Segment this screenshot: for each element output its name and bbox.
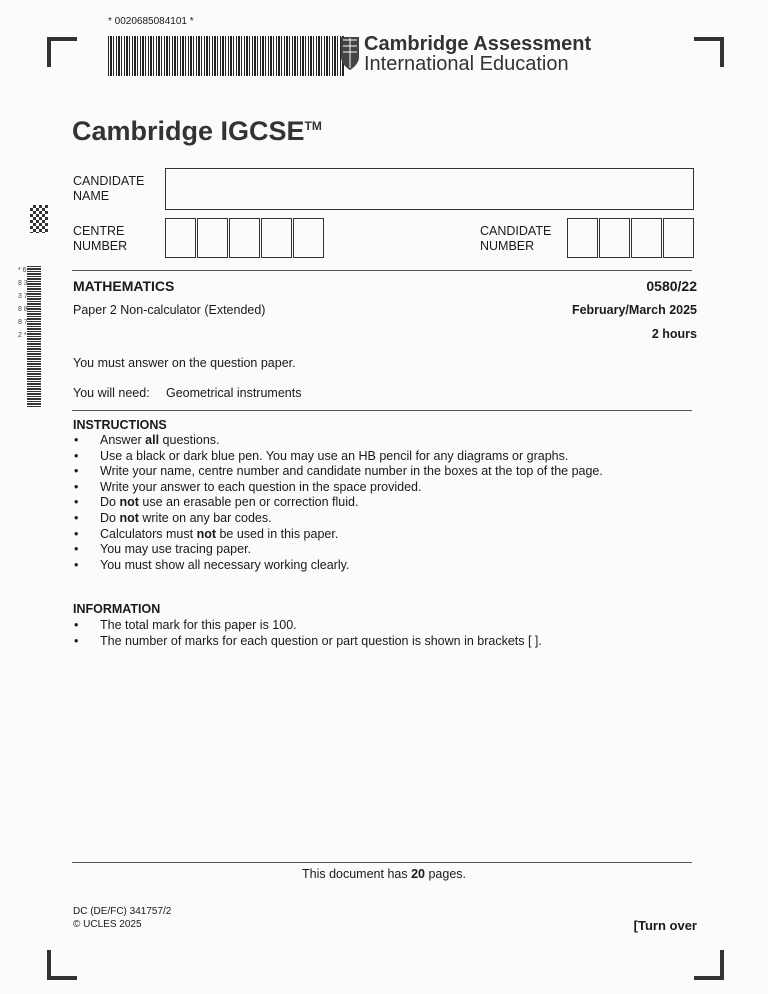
instruction-item: Use a black or dark blue pen. You may use an HB pencil for any diagrams or graphs.	[100, 448, 569, 463]
instruction-item: Write your answer to each question in the space provided.	[100, 479, 422, 494]
instruction-item: Write your name, centre number and candidate number in the boxes at the top of the page.	[100, 464, 603, 479]
duration: 2 hours	[651, 327, 697, 341]
serial-number: * 0020685084101 *	[108, 16, 194, 27]
document-code: DC (DE/FC) 341757/2	[73, 906, 172, 917]
crop-mark	[47, 37, 77, 67]
org-name-line1: Cambridge Assessment	[364, 33, 592, 55]
bullet: •	[74, 433, 79, 447]
bullet: •	[74, 495, 79, 510]
bullet: •	[74, 633, 79, 648]
answer-note: You must answer on the question paper.	[73, 356, 296, 370]
copyright: © UCLES 2025	[73, 919, 142, 930]
trademark: TM	[304, 119, 322, 133]
candidate-number-label: CANDIDATE NUMBER	[480, 224, 552, 253]
candidate-name-label: CANDIDATE NAME	[73, 174, 145, 203]
divider	[72, 410, 692, 411]
instruction-item: You may use tracing paper.	[100, 542, 252, 557]
bullet: •	[74, 479, 79, 494]
information-item: The number of marks for each question or part question is shown in brackets [ ].	[100, 633, 542, 648]
crop-mark	[47, 950, 77, 980]
divider	[72, 862, 692, 863]
instruction-item: Calculators must not be used in this paper.	[100, 526, 339, 541]
information-item: The total mark for this paper is 100.	[100, 618, 297, 632]
instruction-item: Answer all questions.	[100, 433, 220, 447]
qr-code	[30, 205, 48, 233]
paper-code: 0580/22	[646, 278, 697, 294]
bullet: •	[74, 448, 79, 463]
bullet: •	[74, 464, 79, 479]
bullet: •	[74, 511, 79, 525]
page-count-note: This document has 20 pages.	[301, 867, 466, 881]
bullet: •	[74, 557, 79, 572]
centre-number-label: CENTRE NUMBER	[73, 224, 128, 253]
qualification-name: Cambridge IGCSE	[72, 116, 305, 146]
vertical-barcode	[27, 265, 41, 407]
subject: MATHEMATICS	[73, 278, 175, 294]
divider	[72, 270, 692, 271]
crop-mark	[694, 950, 724, 980]
crop-mark	[694, 37, 724, 67]
instruction-item: You must show all necessary working clearly.	[100, 557, 350, 572]
qualification-title	[72, 116, 322, 147]
need-label: You will need:	[73, 386, 150, 400]
vertical-barcode-digits: * 6 8 3 3 7 8 8 8 7 2 *	[18, 267, 28, 339]
instruction-item: Do not use an erasable pen or correction fluid.	[100, 495, 359, 510]
need-value: Geometrical instruments	[166, 386, 302, 400]
crest-logo-icon	[340, 36, 360, 72]
information-heading: INFORMATION	[73, 602, 161, 616]
bullet: •	[74, 542, 79, 557]
instruction-item: Do not write on any bar codes.	[100, 511, 272, 525]
turn-over-note: [Turn over	[633, 918, 697, 933]
bullet: •	[74, 526, 79, 541]
paper-title: Paper 2 Non-calculator (Extended)	[73, 303, 266, 317]
candidate-name-field[interactable]	[165, 168, 694, 210]
exam-session: February/March 2025	[571, 303, 697, 317]
instructions-heading: INSTRUCTIONS	[73, 418, 167, 432]
barcode	[108, 36, 344, 76]
org-name-line2: International Education	[364, 53, 569, 75]
bullet: •	[74, 618, 79, 632]
